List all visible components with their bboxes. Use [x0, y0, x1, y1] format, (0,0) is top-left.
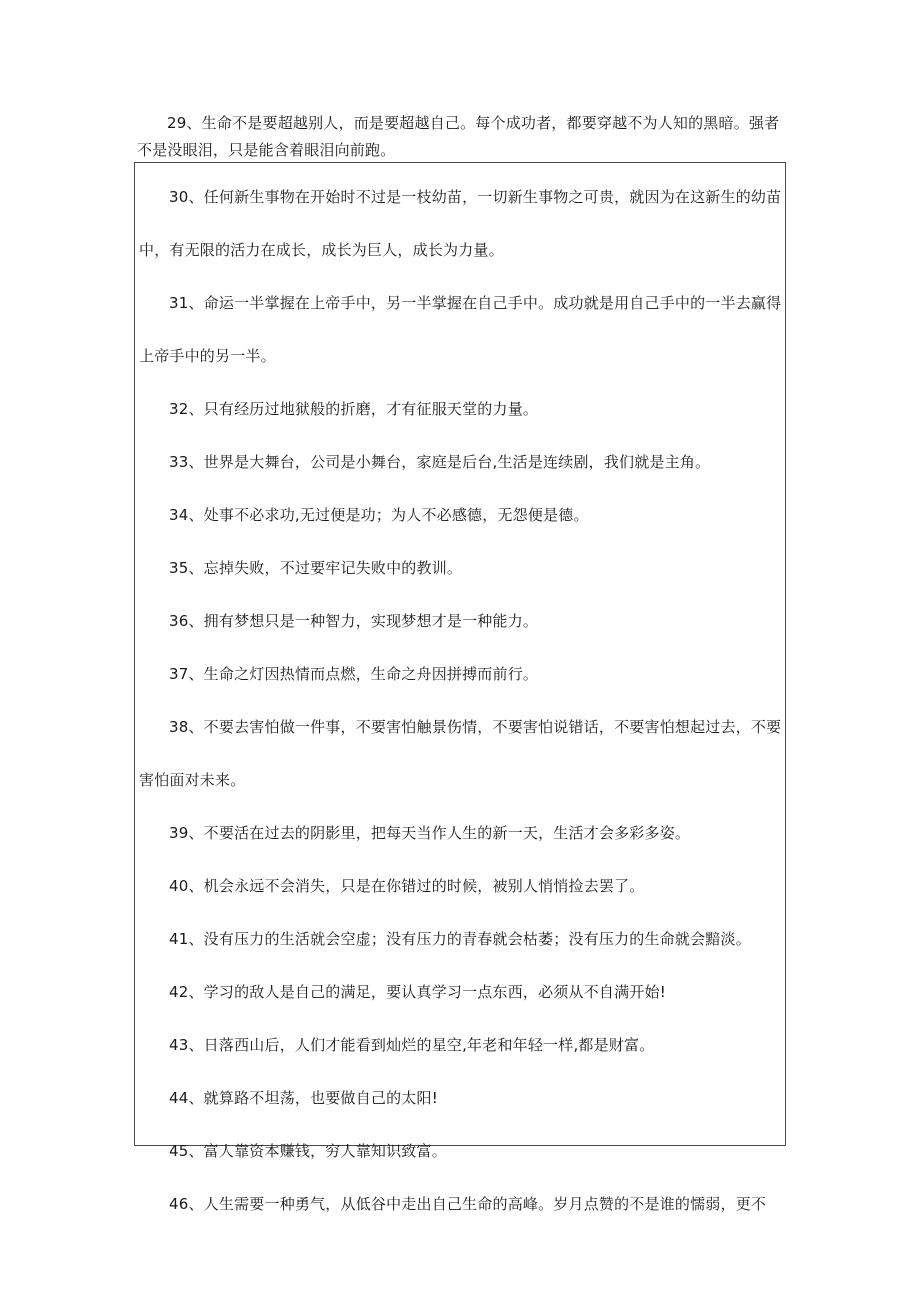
quote-44: 44、就算路不坦荡，也要做自己的太阳!	[169, 1089, 438, 1107]
quote-40: 40、机会永远不会消失，只是在你错过的时候，被别人悄悄捡去罢了。	[169, 877, 645, 895]
quote-34: 34、处事不必求功,无过便是功；为人不必感德，无怨便是德。	[169, 506, 589, 524]
quote-table	[134, 162, 786, 1213]
quote-29: 29、生命不是要超越别人，而是要超越自己。每个成功者，都要穿越不为人知的黑暗。强者不是没眼泪，只是能含着眼泪向前跑。	[137, 114, 780, 159]
quote-list	[135, 163, 785, 1231]
quote-42: 42、学习的敌人是自己的满足，要认真学习一点东西，必须从不自满开始!	[169, 983, 666, 1001]
quote-46: 46、人生需要一种勇气，从低谷中走出自己生命的高峰。岁月点赞的不是谁的懦弱，更不	[169, 1195, 767, 1213]
quote-30: 30、任何新生事物在开始时不过是一枝幼苗，一切新生事物之可贵，就因为在这新生的幼苗中，有无限的活力在成长，成长为巨人，成长为力量。	[139, 188, 782, 259]
quote-35: 35、忘掉失败，不过要牢记失败中的教训。	[169, 559, 463, 577]
quote-36: 36、拥有梦想只是一种智力，实现梦想才是一种能力。	[169, 612, 539, 630]
quote-31: 31、命运一半掌握在上帝手中，另一半掌握在自己手中。成功就是用自己手中的一半去赢得上帝手中的另一半。	[139, 294, 782, 365]
quote-33: 33、世界是大舞台，公司是小舞台，家庭是后台,生活是连续剧，我们就是主角。	[169, 453, 711, 471]
quote-32: 32、只有经历过地狱般的折磨，才有征服天堂的力量。	[169, 400, 539, 418]
quote-43: 43、日落西山后，人们才能看到灿烂的星空,年老和年轻一样,都是财富。	[169, 1036, 655, 1054]
quote-39: 39、不要活在过去的阴影里，把每天当作人生的新一天，生活才会多彩多姿。	[169, 824, 691, 842]
quote-37: 37、生命之灯因热情而点燃，生命之舟因拼搏而前行。	[169, 665, 539, 683]
quote-38: 38、不要去害怕做一件事，不要害怕触景伤情，不要害怕说错话，不要害怕想起过去，不要害怕面对未来。	[139, 718, 782, 789]
quote-45: 45、富人靠资本赚钱，穷人靠知识致富。	[169, 1142, 447, 1160]
quote-41: 41、没有压力的生活就会空虚；没有压力的青春就会枯萎；没有压力的生命就会黯淡。	[169, 930, 751, 948]
